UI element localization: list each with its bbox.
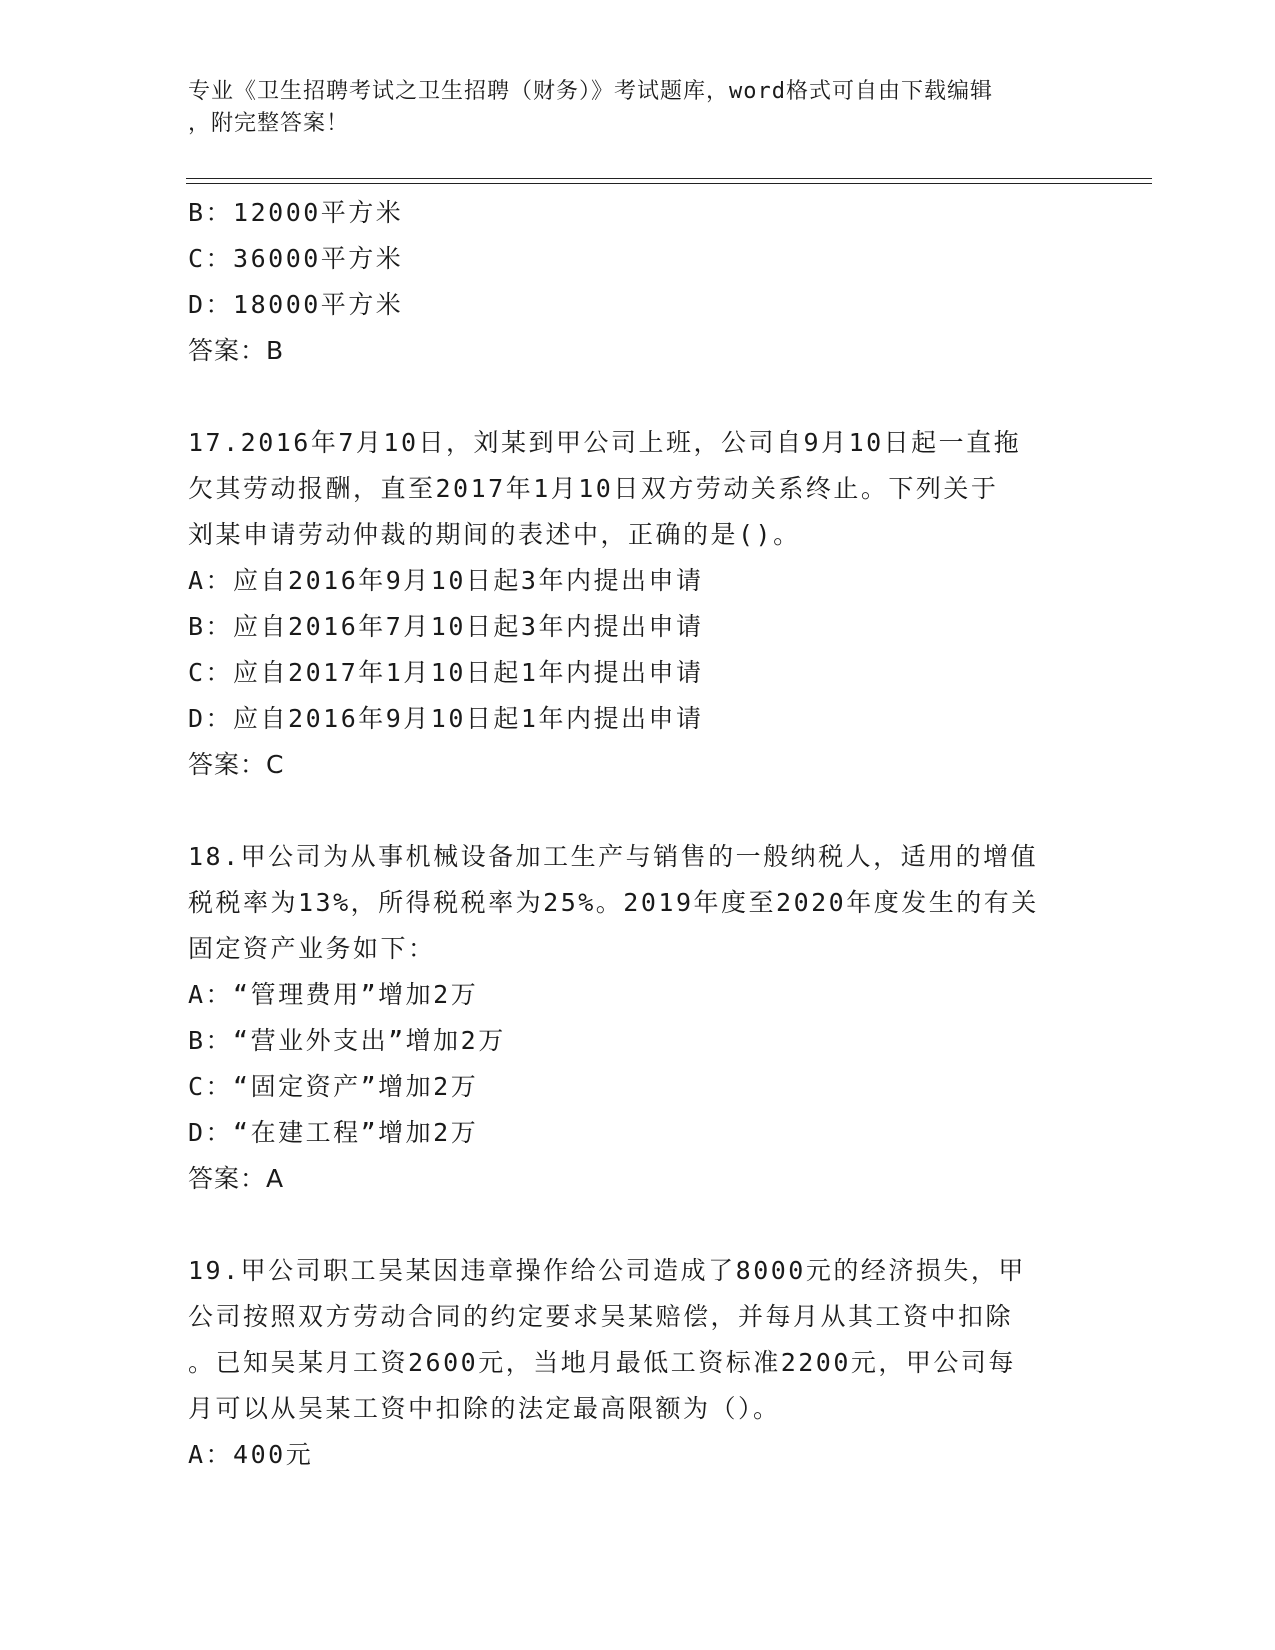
question-16-tail xyxy=(188,190,1088,374)
question-stem-line: 刘某申请劳动仲裁的期间的表述中，正确的是()。 xyxy=(188,520,801,549)
question-stem-line: 17.2016年7月10日，刘某到甲公司上班，公司自9月10日起一直拖 xyxy=(188,428,1022,457)
option-a: A：“管理费用”增加2万 xyxy=(188,980,479,1009)
option-b: B：12000平方米 xyxy=(188,198,404,227)
option-a: A：400元 xyxy=(188,1440,314,1469)
question-gap xyxy=(188,374,1088,420)
question-stem-line: 欠其劳动报酬，直至2017年1月10日双方劳动关系终止。下列关于 xyxy=(188,474,999,503)
option-d: D：18000平方米 xyxy=(188,290,404,319)
document-header xyxy=(188,76,1088,140)
option-a: A：应自2016年9月10日起3年内提出申请 xyxy=(188,566,704,595)
question-stem-line: 公司按照双方劳动合同的约定要求吴某赔偿，并每月从其工资中扣除 xyxy=(188,1302,1014,1331)
header-line-2: ，附完整答案！ xyxy=(188,111,350,136)
header-divider-top xyxy=(186,178,1152,179)
question-18 xyxy=(188,834,1088,1202)
answer-line: 答案：C xyxy=(188,750,285,779)
document-body xyxy=(188,190,1088,1478)
question-stem-line: 18.甲公司为从事机械设备加工生产与销售的一般纳税人，适用的增值 xyxy=(188,842,1039,871)
option-b: B：应自2016年7月10日起3年内提出申请 xyxy=(188,612,704,641)
question-gap xyxy=(188,1202,1088,1248)
answer-line: 答案：B xyxy=(188,336,285,365)
question-17 xyxy=(188,420,1088,788)
question-stem-line: 19.甲公司职工吴某因违章操作给公司造成了8000元的经济损失，甲 xyxy=(188,1256,1026,1285)
option-d: D：应自2016年9月10日起1年内提出申请 xyxy=(188,704,704,733)
question-stem-line: 固定资产业务如下： xyxy=(188,934,436,963)
question-gap xyxy=(188,788,1088,834)
option-d: D：“在建工程”增加2万 xyxy=(188,1118,479,1147)
option-b: B：“营业外支出”增加2万 xyxy=(188,1026,506,1055)
option-c: C：“固定资产”增加2万 xyxy=(188,1072,479,1101)
option-c: C：应自2017年1月10日起1年内提出申请 xyxy=(188,658,704,687)
question-stem-line: 。已知吴某月工资2600元，当地月最低工资标准2200元，甲公司每 xyxy=(188,1348,1016,1377)
question-19 xyxy=(188,1248,1088,1478)
question-stem-line: 税税率为13%，所得税税率为25%。2019年度至2020年度发生的有关 xyxy=(188,888,1039,917)
option-c: C：36000平方米 xyxy=(188,244,404,273)
header-divider-bottom xyxy=(186,183,1152,184)
answer-line: 答案：A xyxy=(188,1164,285,1193)
question-stem-line: 月可以从吴某工资中扣除的法定最高限额为（）。 xyxy=(188,1394,781,1423)
header-line-1: 专业《卫生招聘考试之卫生招聘（财务）》考试题库，word格式可自由下载编辑 xyxy=(188,79,993,104)
